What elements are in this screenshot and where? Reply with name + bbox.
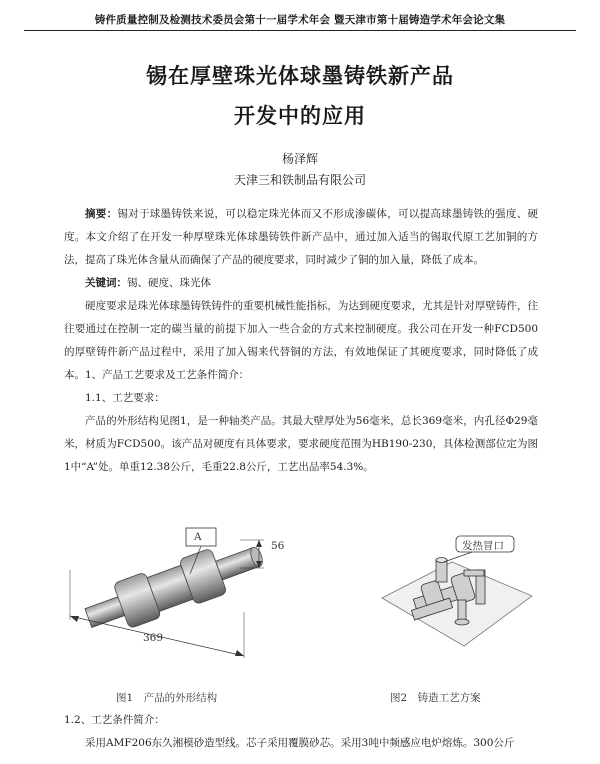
running-header: 铸件质量控制及检测技术委员会第十一届学术年会 暨天津市第十届铸造学术年会论文集 xyxy=(94,14,506,26)
abstract-text: 锡对于球墨铸铁来说，可以稳定珠光体而又不形成渗碳体，可以提高球墨铸铁的强度、硬度。本文介绍了在开发一种厚壁珠光体球墨铸铁件新产品中，通过加入适当的锡取代原工艺加铜的方法，提高了珠光体含量从而确保了产品的硬度要求，同时减少了铜的加入量，降低了成本。 xyxy=(64,208,539,266)
section-1-heading: 1、产品工艺要求及工艺条件简介： xyxy=(85,369,250,381)
paper-title-line1: 锡在厚壁珠光体球墨铸铁新产品 xyxy=(146,63,454,88)
figure2-drawing xyxy=(372,534,542,654)
intro-paragraph: 硬度要求是珠光体球墨铸铁铸件的重要机械性能指标，为达到硬度要求，尤其是针对厚壁铸件，往往要通过在控制一定的碳当量的前提下加入一些合金的方式来控制硬度。我公司在开发一种FCD500的厚壁铸件新产品过程中，采用了加入锡来代替铜的方法，有效地保证了其硬度要求，同时降低了成本。 xyxy=(64,300,538,381)
abstract-label: 摘要： xyxy=(85,208,118,220)
keywords-text: 锡、硬度、珠光体 xyxy=(127,277,211,289)
keywords-paragraph xyxy=(64,272,538,295)
figure1-caption: 图1 产品的外形结构 xyxy=(116,692,218,704)
section-1-1-body: 产品的外形结构见图1，是一种轴类产品。其最大壁厚处为56毫米，总长369毫米，内孔径Φ29毫米，材质为FCD500。该产品对硬度有具体要求，要求硬度范围为HB190-230，具体检测部位定为图1中“A”处。单重12.38公斤，毛重22.8公斤，工艺出品率54.3%。 xyxy=(64,415,538,473)
figure1-dim-length: 369 xyxy=(143,632,164,644)
shaft-part-render xyxy=(80,533,269,641)
figure1-dim-thickness: 56 xyxy=(271,540,285,552)
keywords-label: 关键词： xyxy=(85,277,127,289)
paper-title-line2: 开发中的应用 xyxy=(234,103,366,128)
section-1-1-heading: 1.1、工艺要求： xyxy=(85,392,165,404)
figure1-label-a: A xyxy=(194,531,202,543)
mould-base-plate xyxy=(382,562,532,646)
figure2-caption: 图2 铸造工艺方案 xyxy=(390,692,481,704)
author-name: 杨泽辉 xyxy=(281,152,318,166)
figure2-callout-riser: 发热冒口 xyxy=(462,540,504,552)
author-affiliation: 天津三和铁制品有限公司 xyxy=(233,173,366,187)
section-1-2-body: 采用AMF206东久湘模砂造型线。芯子采用覆膜砂芯。采用3吨中频感应电炉熔炼。300公斤 xyxy=(85,737,515,749)
abstract-paragraph xyxy=(64,203,538,272)
header-rule xyxy=(24,30,576,31)
section-1-2-heading: 1.2、工艺条件简介： xyxy=(64,714,165,726)
figure1-drawing xyxy=(62,508,312,658)
